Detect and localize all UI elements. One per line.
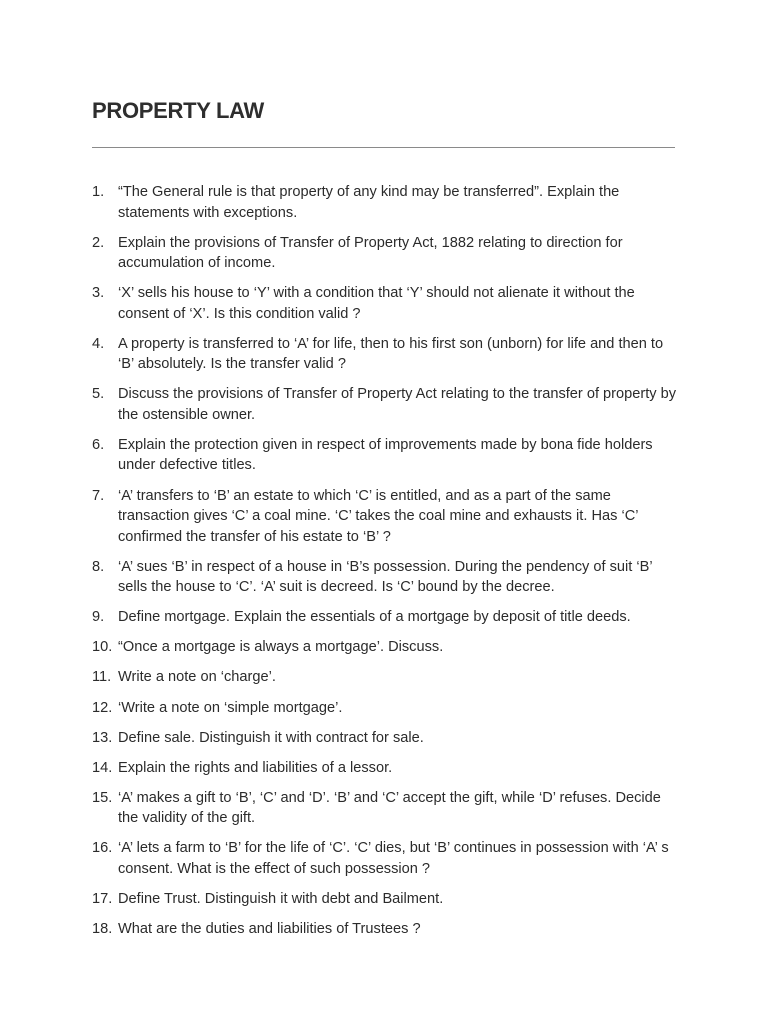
question-text: ‘A’ lets a farm to ‘B’ for the life of ‘C’. ‘C’ dies, but ‘B’ continues in possession with ‘A’ s consent. What is the effect of such possession ? [118,840,669,877]
question-list [92,182,682,949]
question-text: What are the duties and liabilities of Trustees ? [118,921,421,938]
question-number: 4. [92,335,105,352]
question-item-5 [92,384,682,425]
question-number: 12. [92,699,113,716]
question-number: 6. [92,436,105,453]
question-item-9 [92,607,682,628]
question-text: A property is transferred to ‘A’ for life, then to his first son (unborn) for life and then to ‘B’ absolutely. Is the transfer valid ? [118,335,664,373]
question-text: Discuss the provisions of Transfer of Property Act relating to the transfer of property by the ostensible owner. [118,386,677,423]
question-text: Explain the protection given in respect of improvements made by bona fide holders under defective titles. [118,436,653,474]
question-item-11 [92,667,682,688]
question-number: 15. [92,789,113,806]
question-text: “The General rule is that property of any kind may be transferred”. Explain the statements with exceptions. [118,184,620,221]
question-text: ‘A’ makes a gift to ‘B’, ‘C’ and ‘D’. ‘B’ and ‘C’ accept the gift, while ‘D’ refuses. Decide the validity of the gift. [118,789,661,827]
question-item-17 [92,889,682,910]
question-number: 5. [92,386,105,403]
question-item-14 [92,758,682,779]
question-text: Define mortgage. Explain the essentials of a mortgage by deposit of title deeds. [118,609,631,626]
question-item-6 [92,435,682,476]
question-item-4 [92,334,682,375]
question-item-13 [92,728,682,749]
question-text: Write a note on ‘charge’. [118,669,276,686]
question-number: 10. [92,639,113,656]
question-number: 7. [92,487,105,504]
question-item-18 [92,919,682,940]
question-number: 13. [92,729,113,746]
question-item-3 [92,283,682,324]
question-text: ‘A’ sues ‘B’ in respect of a house in ‘B’s possession. During the pendency of suit ‘B’ sells the house to ‘C’. ‘A’ suit is decreed. Is ‘C’ bound by the decree. [118,558,653,596]
question-number: 9. [92,609,105,626]
question-number: 1. [92,184,105,200]
question-number: 14. [92,759,113,776]
question-number: 17. [92,891,113,907]
page-title: PROPERTY LAW [92,98,265,123]
question-text: ‘X’ sells his house to ‘Y’ with a condition that ‘Y’ should not alienate it without the consent of ‘X’. Is this condition valid ? [118,285,635,322]
question-item-12 [92,698,682,719]
question-number: 11. [92,669,112,686]
question-item-8 [92,557,682,598]
question-text: ‘Write a note on ‘simple mortgage’. [118,699,343,716]
question-number: 2. [92,234,105,251]
question-number: 18. [92,921,113,938]
question-text: Explain the provisions of Transfer of Property Act, 1882 relating to direction for accumulation of income. [118,234,623,272]
title-divider [92,147,675,148]
question-number: 16. [92,840,113,857]
question-number: 8. [92,558,105,575]
question-item-2 [92,233,682,274]
question-text: Define Trust. Distinguish it with debt and Bailment. [118,891,444,907]
question-text: Define sale. Distinguish it with contract for sale. [118,729,424,746]
question-text: “Once a mortgage is always a mortgage’. Discuss. [118,639,444,656]
question-item-7 [92,486,682,548]
question-text: ‘A’ transfers to ‘B’ an estate to which ‘C’ is entitled, and as a part of the same transaction gives ‘C’ a coal mine. ‘C’ takes the coal mine and exhausts it. Has ‘C’ confirmed the transfer of his estate to ‘B’ ? [118,487,638,545]
question-item-16 [92,838,682,879]
question-item-1 [92,182,682,223]
question-item-10 [92,637,682,658]
question-text: Explain the rights and liabilities of a lessor. [118,759,393,776]
question-number: 3. [92,285,105,302]
question-item-15 [92,788,682,829]
